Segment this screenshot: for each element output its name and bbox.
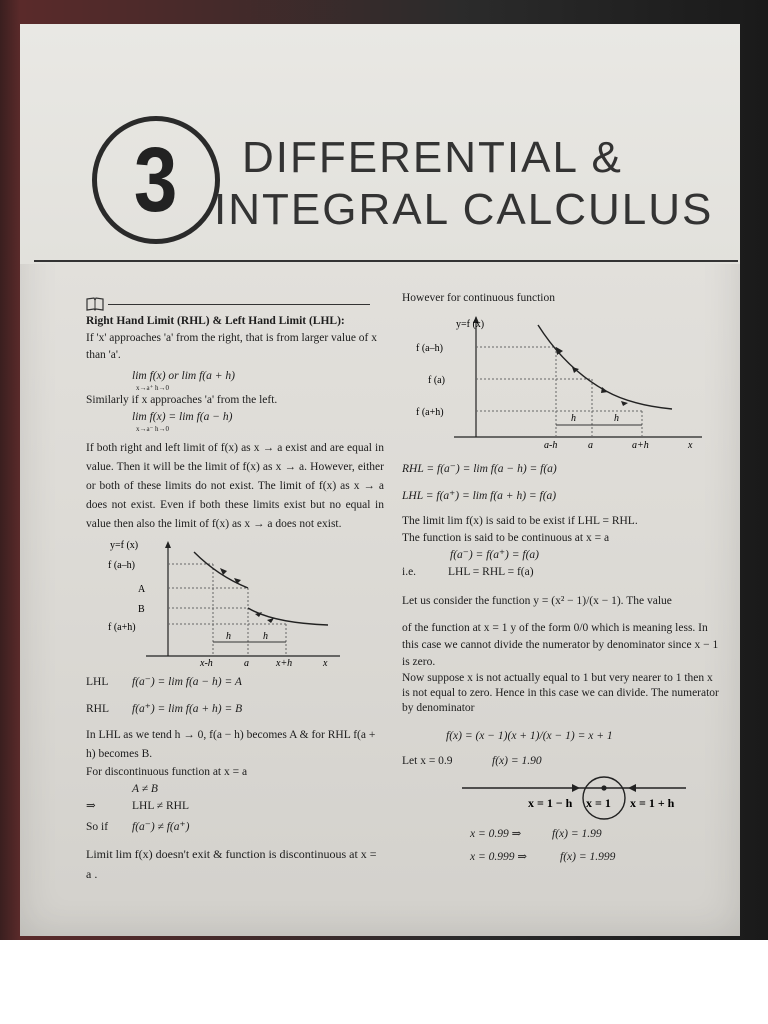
a-not-equal-b: A ≠ B	[132, 783, 158, 795]
ie-row	[402, 564, 720, 581]
textbook-page	[20, 24, 740, 936]
section-rule	[108, 304, 370, 305]
section-marker	[86, 296, 384, 313]
graph1-curve-right	[248, 608, 328, 625]
graph2-x-a-minus-h: a-h	[544, 440, 558, 449]
chapter-number-circle	[92, 116, 220, 244]
f-a-minus-not-equal: f(a⁻) ≠ f(a⁺)	[132, 821, 190, 833]
rhl-lhl-heading: Right Hand Limit (RHL) & Left Hand Limit (LHL):	[86, 315, 345, 327]
graph1-x-a: a	[244, 658, 249, 666]
lhl-not-equal-rhl: LHL ≠ RHL	[132, 800, 189, 812]
discontinuous-graph	[108, 538, 348, 666]
let-x-result: f(x) = 1.90	[492, 755, 542, 767]
number-line-diagram	[454, 774, 694, 822]
chapter-title-line1: DIFFERENTIAL &	[242, 133, 623, 182]
rhl-continuous-eq: RHL = f(a⁻) = lim f(a − h) = f(a)	[402, 463, 557, 475]
rhl-row	[86, 701, 384, 718]
left-para-5: For discontinuous function at x = a	[86, 766, 248, 778]
number-line-arrow-right	[572, 784, 580, 792]
nl-label-left: x = 1 − h	[528, 796, 573, 810]
x-099-value: x = 0.99 ⇒	[470, 828, 522, 840]
left-para-1: If 'x' approaches 'a' from the right, that is from larger value of x than 'a'.	[86, 332, 378, 361]
graph1-tick-f-a-plus-h: f (a+h)	[108, 622, 136, 633]
point-x-1	[601, 785, 606, 790]
left-para-limit: Limit lim f(x) doesn't exit & function is discontinuous at x = a .	[86, 847, 377, 881]
rhl-label: RHL	[86, 703, 109, 715]
graph2-tick-1: f (a–h)	[416, 343, 443, 354]
simplified-function: f(x) = (x − 1)(x + 1)/(x − 1) = x + 1	[446, 730, 613, 742]
graph1-arrowhead-4	[267, 618, 274, 623]
eq-lhl-forms	[86, 409, 384, 433]
graph1-y-arrow	[165, 541, 171, 548]
so-if-row	[86, 819, 384, 836]
so-if-label: So if	[86, 821, 109, 833]
let-x-row	[402, 753, 720, 770]
eq-lhl-forms-main: lim f(x) = lim f(a − h)	[132, 411, 233, 423]
eq-rhl-forms	[86, 368, 384, 392]
graph2-arrowhead-4	[621, 401, 628, 406]
ie-equation: LHL = RHL = f(a)	[448, 566, 534, 578]
graph1-h-label-1: h	[226, 631, 231, 642]
left-column	[86, 296, 384, 884]
graph1-y-label: y=f (x)	[110, 540, 139, 551]
chapter-title	[214, 132, 722, 236]
eq-rhl-forms-sub: x→a⁺ h→0	[136, 384, 170, 392]
implies-arrow: ⇒	[86, 800, 96, 812]
ie-label: i.e.	[402, 566, 417, 578]
book-icon	[86, 297, 104, 311]
lhl-row	[86, 674, 384, 691]
right-column	[402, 290, 720, 866]
number-line-arrow-left	[628, 784, 636, 792]
nl-label-right: x = 1 + h	[630, 796, 675, 810]
x-0999-value: x = 0.999 ⇒	[470, 851, 528, 863]
nl-label-mid: x = 1	[586, 796, 611, 810]
x-0999-row	[402, 849, 720, 866]
eq-lhl-forms-sub: x→a⁻ h→0	[136, 425, 170, 433]
x-0999-result: f(x) = 1.999	[560, 851, 616, 863]
lhl-label: LHL	[86, 676, 109, 688]
continuity-eq: f(a⁻) = f(a⁺) = f(a)	[450, 549, 539, 561]
graph2-y-label: y=f (x)	[456, 319, 485, 330]
rhl-equation: f(a⁺) = lim f(a + h) = B	[132, 703, 243, 715]
lhl-equation: f(a⁻) = lim f(a − h) = A	[132, 676, 242, 688]
chapter-number: 3	[134, 129, 178, 231]
graph2-tick-2: f (a)	[428, 375, 445, 386]
right-para-3: The function is said to be continuous at x = a	[402, 532, 610, 544]
left-para-4: In LHL as we tend h → 0, f(a − h) becomes A & for RHL f(a + h) becomes B.	[86, 729, 376, 760]
right-para-7: of the function at x = 1 y of the form 0/0 which is meaning less. In this case we cannot divide the numerator by denominator since x − 1 is zero.	[402, 622, 719, 668]
graph1-tick-A: A	[138, 584, 146, 595]
x-099-row	[402, 826, 720, 843]
graph1-tick-f-a-minus-h: f (a–h)	[108, 560, 135, 571]
lhl-continuous-eq: LHL = f(a⁺) = lim f(a + h) = f(a)	[402, 490, 557, 502]
graph1-x-axis-label: x	[323, 658, 328, 666]
graph1-tick-B: B	[138, 604, 145, 615]
graph1-x-a-minus-h: x-h	[200, 658, 213, 666]
title-divider	[34, 260, 738, 262]
left-para-2: Similarly if x approaches 'a' from the left.	[86, 394, 278, 406]
left-para-3: If both right and left limit of f(x) as x → a exist and are equal in value. Then it will be the limit of f(x) as x → a. However, either or both of these limits do not exist. The limit of f(x) as x → a does not exist. Even if both these limits exist but no equal in value then also the limit of f(x) as x → a does not exist.	[86, 442, 384, 530]
graph2-x-a-plus-h: a+h	[632, 440, 649, 449]
let-x-value: Let x = 0.9	[402, 755, 453, 767]
graph2-h-label-1: h	[571, 413, 576, 424]
graph2-arrowhead-3	[601, 387, 608, 393]
implies-row	[86, 798, 384, 815]
right-para-6: Let us consider the function y = (x² − 1)/(x − 1). The value	[402, 595, 672, 607]
x-099-result: f(x) = 1.99	[552, 828, 602, 840]
graph2-tick-3: f (a+h)	[416, 407, 444, 418]
graph1-x-a-plus-h: x+h	[276, 658, 293, 666]
graph2-h-label-2: h	[614, 413, 619, 424]
graph1-arrowhead-2	[234, 578, 241, 584]
right-para-2: The limit lim f(x) is said to be exist if LHL = RHL.	[402, 515, 638, 527]
graph2-x-axis-label: x	[688, 440, 693, 449]
eq-rhl-forms-main: lim f(x) or lim f(a + h)	[132, 370, 235, 382]
continuous-graph	[406, 307, 706, 449]
chapter-title-line2: INTEGRAL CALCULUS	[214, 185, 714, 234]
graph2-x-a: a	[588, 440, 593, 449]
graph1-h-label-2: h	[263, 631, 268, 642]
right-para-1: However for continuous function	[402, 292, 555, 304]
graph2-curve	[538, 325, 672, 409]
right-para-8: Now suppose x is not actually equal to 1 but very nearer to 1 then x is not equal to zero. Hence in this case we can divide. The numerator by denominator	[402, 672, 719, 714]
